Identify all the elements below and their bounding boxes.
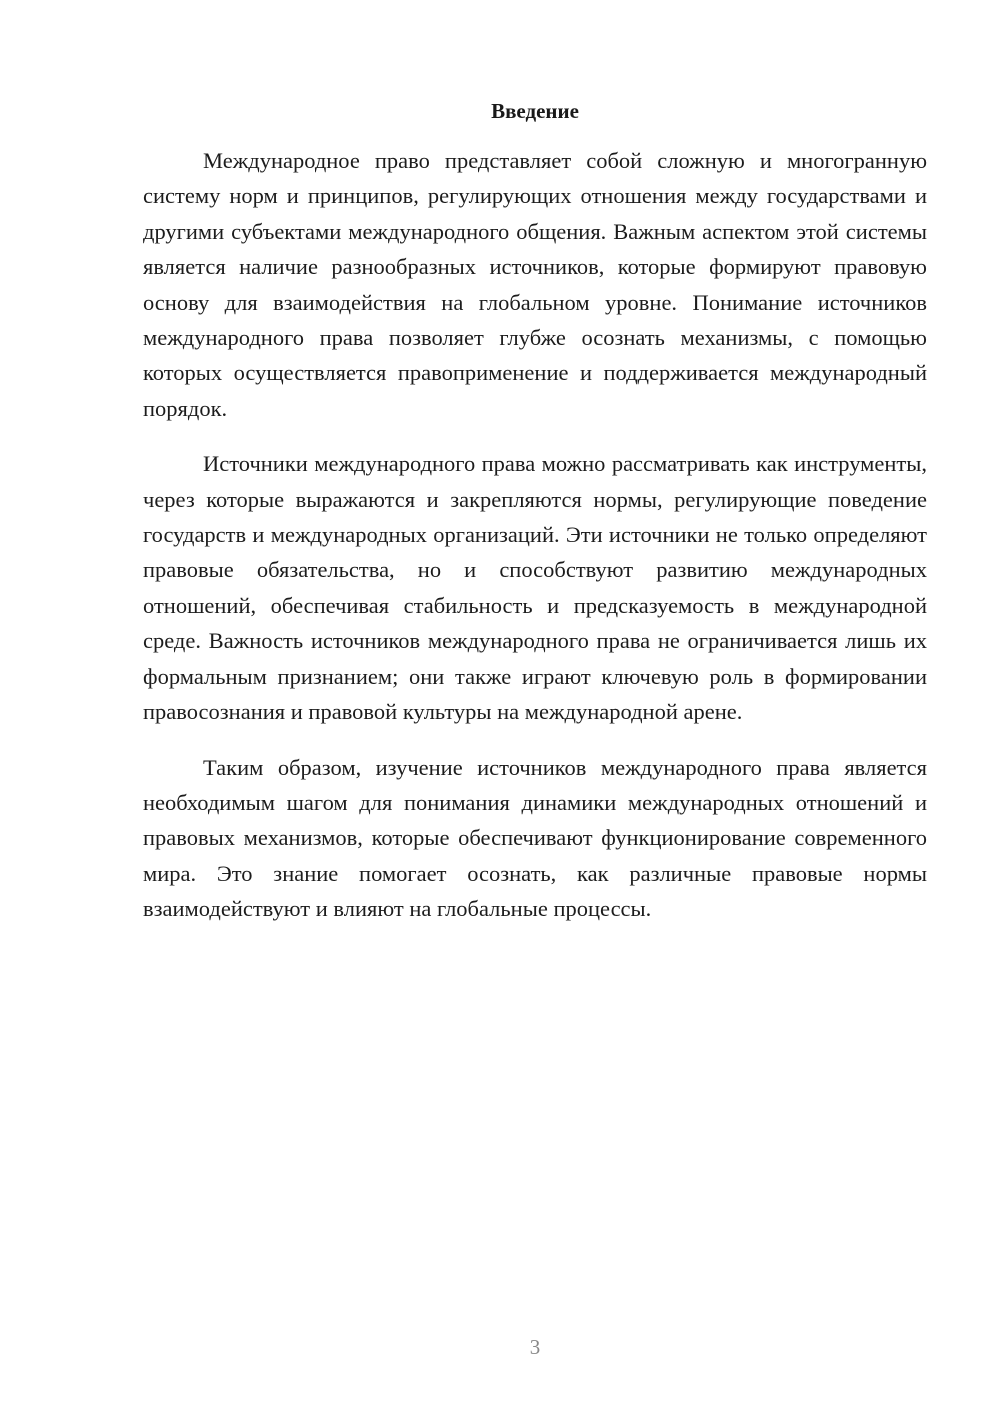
paragraph-2: Источники международного права можно рассматривать как инструменты, через которые выражаются и закрепляются нормы, регулирующие поведение государств и международных организаций. Эти источники не только определяют правовые обязательства, но и способствуют развитию международных отношений, обеспечивая стабильность и предсказуемость в международной среде. Важность источников международного права не ограничивается лишь их формальным признанием; они также играют ключевую роль в формировании правосознания и правовой культуры на международной арене. xyxy=(143,451,927,725)
paragraph-1: Международное право представляет собой сложную и многогранную систему норм и принципов, регулирующих отношения между государствами и другими субъектами международного общения. Важным аспектом этой системы является наличие разнообразных источников, которые формируют правовую основу для взаимодействия на глобальном уровне. Понимание источников международного права позволяет глубже осознать механизмы, с помощью которых осуществляется правоприменение и поддерживается международный порядок. xyxy=(143,148,927,421)
paragraph-3: Таким образом, изучение источников международного права является необходимым шагом для понимания динамики международных отношений и правовых механизмов, которые обеспечивают функционирование современного мира. Это знание помогает осознать, как различные правовые нормы взаимодействуют и влияют на глобальные процессы. xyxy=(143,754,927,922)
section-heading: Введение xyxy=(491,99,579,123)
page-number: 3 xyxy=(529,1335,541,1359)
document-body xyxy=(143,143,927,947)
